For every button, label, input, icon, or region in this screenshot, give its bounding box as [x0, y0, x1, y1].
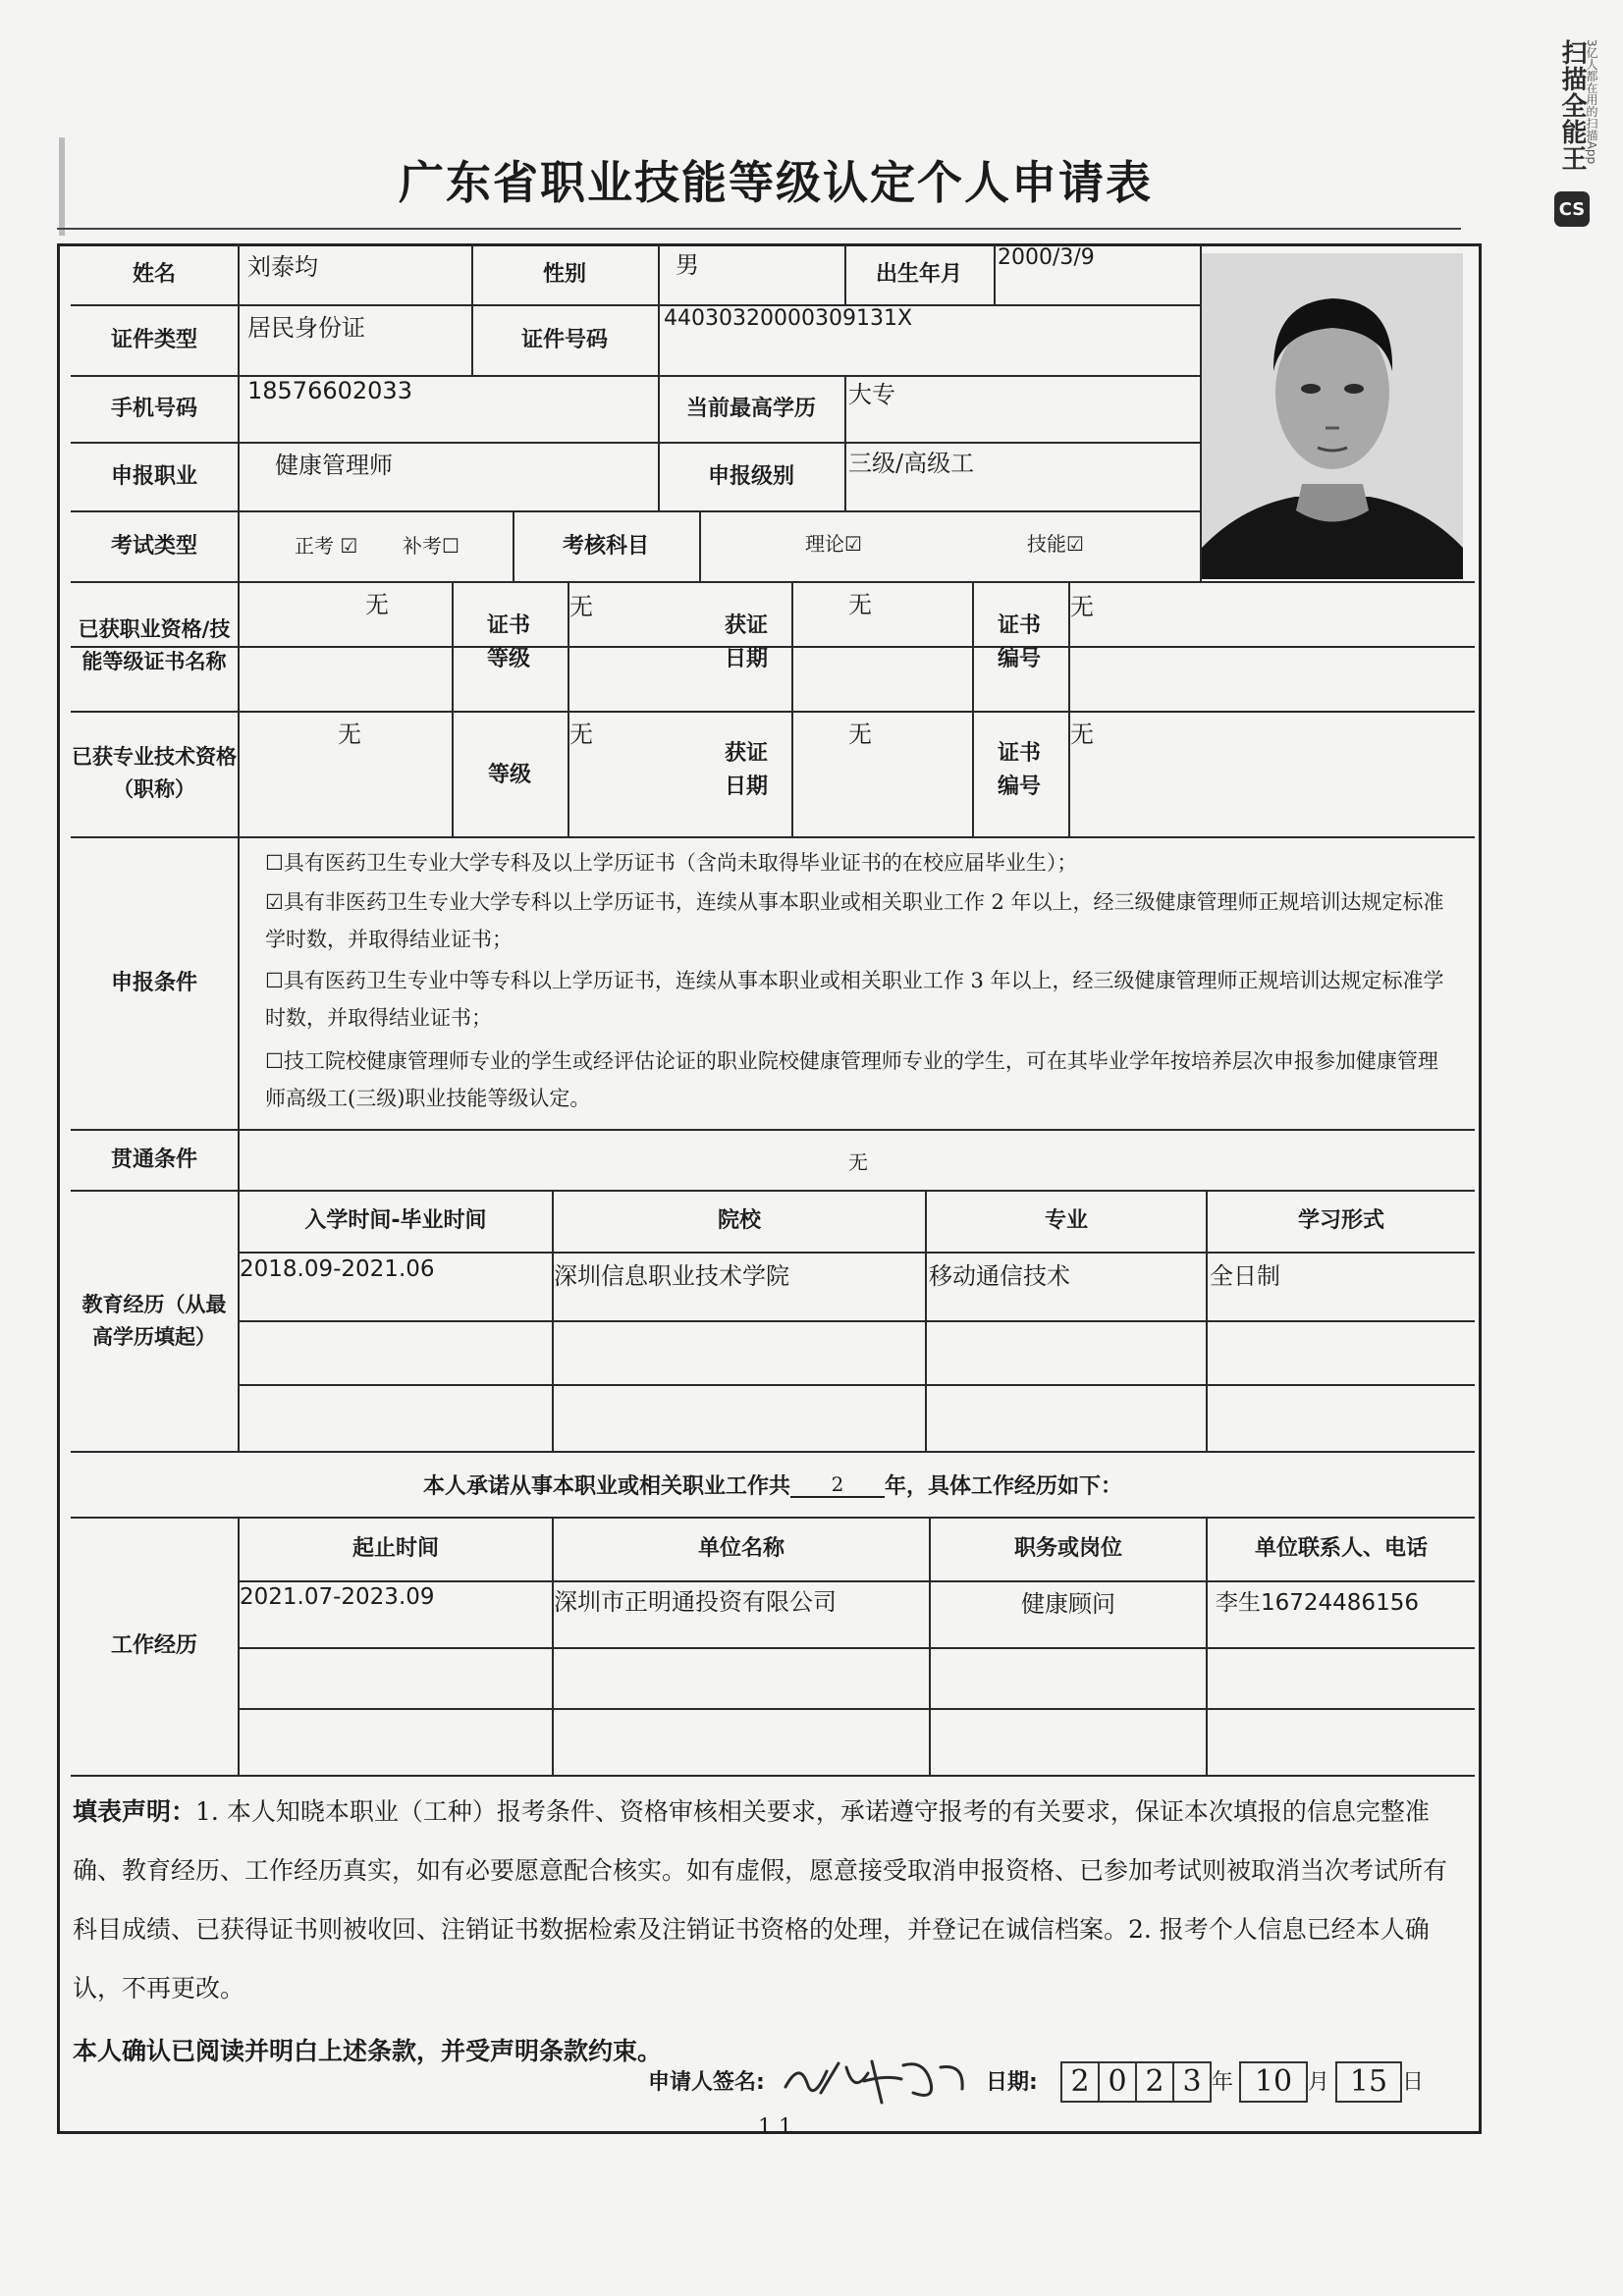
label-cert-level: 证书等级	[486, 613, 530, 671]
edu-header-school: 院校	[717, 1207, 761, 1233]
label-issue-date: 获证日期	[724, 613, 768, 671]
label-cert-name: 已获职业资格/技能等级证书名称	[78, 617, 231, 673]
subject-skill-checkbox[interactable]: 技能☑	[1027, 532, 1084, 556]
value-id-type: 居民身份证	[247, 314, 365, 342]
value-occupation: 健康管理师	[275, 452, 393, 479]
label-tech-date: 获证日期	[724, 740, 768, 799]
label-exam-subject: 考核科目	[562, 533, 649, 559]
scanner-watermark	[1546, 29, 1605, 236]
label-occupation: 申报职业	[110, 463, 197, 489]
label-conditions: 申报条件	[110, 970, 197, 995]
condition-item-1[interactable]: ☐具有医药卫生专业大学专科及以上学历证书（含尚未取得毕业证书的在校应届毕业生）；	[265, 851, 1078, 875]
declaration-confirm: 本人确认已阅读并明白上述条款，并受声明条款约束。	[73, 2037, 663, 2065]
value-cert-level: 无	[569, 593, 593, 620]
label-name: 姓名	[132, 261, 176, 287]
value-tech-no: 无	[1070, 721, 1094, 748]
label-grade: 等级	[487, 762, 531, 787]
commit-prefix: 本人承诺从事本职业或相关职业工作共	[422, 1474, 790, 1499]
page-number: 1 1	[758, 2115, 792, 2140]
date-year-digit-1: 2	[1060, 2061, 1100, 2103]
label-education: 当前最高学历	[685, 396, 816, 421]
commit-years: 2	[790, 1472, 885, 1498]
value-id-number: 44030320000309131X	[664, 306, 913, 331]
date-day-char: 日	[1402, 2070, 1425, 2095]
value-through: 无	[848, 1150, 868, 1174]
date-label: 日期:	[986, 2070, 1038, 2095]
declaration-label: 填表声明：	[73, 1797, 196, 1826]
date-year-char: 年	[1212, 2070, 1234, 2095]
value-cert-no: 无	[1070, 593, 1094, 620]
label-id-type: 证件类型	[110, 327, 197, 352]
value-tech-date: 无	[848, 721, 872, 748]
work-header-period: 起止时间	[352, 1536, 439, 1562]
work-row-position: 健康顾问	[1021, 1590, 1115, 1618]
edu-row-period: 2018.09-2021.06	[240, 1256, 435, 1282]
signature-label: 申请人签名:	[648, 2070, 765, 2095]
label-tech-no: 证书编号	[997, 740, 1041, 799]
value-cert-date: 无	[848, 591, 872, 618]
label-cert-no: 证书编号	[997, 613, 1041, 671]
label-phone: 手机号码	[110, 396, 197, 421]
signature-image	[778, 2044, 974, 2112]
commit-suffix: 年，具体工作经历如下：	[885, 1474, 1123, 1499]
condition-item-2[interactable]: ☑具有非医药卫生专业大学专科以上学历证书，连续从事本职业或相关职业工作 2 年以上，经三级健康管理师正规培训达规定标准学时数，并取得结业证书；	[265, 890, 1444, 951]
edu-row-mode: 全日制	[1210, 1262, 1280, 1290]
work-header-company: 单位名称	[697, 1536, 784, 1562]
exam-makeup-checkbox[interactable]: 补考☐	[403, 534, 460, 558]
work-header-contact: 单位联系人、电话	[1254, 1536, 1428, 1562]
value-phone: 18576602033	[247, 377, 412, 404]
work-row-company: 深圳市正明通投资有限公司	[554, 1588, 837, 1616]
label-edu-history: 教育经历（从最高学历填起）	[81, 1293, 227, 1349]
date-month: 10	[1239, 2061, 1308, 2103]
label-through: 贯通条件	[110, 1147, 197, 1172]
label-tech-title: 已获专业技术资格（职称）	[72, 745, 237, 801]
declaration-text: 1. 本人知晓本职业（工种）报考条件、资格审核相关要求，承诺遵守报考的有关要求，保证本次填报的信息完整准确、教育经历、工作经历真实，如有必要愿意配合核实。如有虚假，愿意接受取消申报资格、已参加考试则被取消当次考试所有科目成绩、已获得证书则被收回、注销证书数据检索及注销证书资格的处理，并登记在诚信档案。2. 报考个人信息已经本人确认，不再更改。	[73, 1797, 1448, 2002]
label-id-number: 证件号码	[520, 327, 608, 352]
value-tech-name: 无	[338, 721, 361, 748]
label-work-history: 工作经历	[110, 1633, 197, 1659]
watermark-tagline: 3亿人都在用的扫描App	[1585, 39, 1598, 165]
date-year-digit-3: 2	[1135, 2061, 1174, 2103]
cs-logo-icon: CS	[1554, 191, 1590, 227]
edu-header-period: 入学时间-毕业时间	[304, 1207, 487, 1233]
value-level: 三级/高级工	[848, 450, 975, 477]
value-name: 刘泰均	[247, 253, 318, 281]
value-gender: 男	[676, 251, 699, 279]
edu-row-school: 深圳信息职业技术学院	[554, 1262, 789, 1290]
subject-theory-checkbox[interactable]: 理论☑	[805, 532, 862, 556]
form-title: 广东省职业技能等级认定个人申请表	[399, 156, 1153, 209]
edu-row-major: 移动通信技术	[929, 1262, 1070, 1290]
exam-regular-checkbox[interactable]: 正考 ☑	[295, 534, 358, 558]
label-exam-type: 考试类型	[110, 533, 197, 559]
value-birth: 2000/3/9	[998, 245, 1095, 270]
label-level: 申报级别	[707, 463, 794, 489]
date-year-digit-4: 3	[1172, 2061, 1212, 2103]
value-cert-name: 无	[365, 591, 389, 618]
edu-header-mode: 学习形式	[1297, 1207, 1384, 1233]
edu-header-major: 专业	[1044, 1207, 1088, 1233]
value-tech-level: 无	[569, 721, 593, 748]
work-header-position: 职务或岗位	[1013, 1536, 1122, 1562]
date-day: 15	[1335, 2061, 1402, 2103]
work-row-contact: 李生16724486156	[1216, 1590, 1419, 1616]
value-education: 大专	[848, 381, 895, 408]
watermark-name: 扫描全能王	[1557, 39, 1587, 172]
title-rule	[57, 228, 1461, 230]
label-birth: 出生年月	[875, 261, 962, 287]
condition-item-4[interactable]: ☐技工院校健康管理师专业的学生或经评估论证的职业院校健康管理师专业的学生，可在其毕业学年按培养层次申报参加健康管理师高级工(三级)职业技能等级认定。	[265, 1049, 1438, 1110]
label-gender: 性别	[542, 261, 586, 287]
condition-item-3[interactable]: ☐具有医药卫生专业中等专科以上学历证书，连续从事本职业或相关职业工作 3 年以上，经三级健康管理师正规培训达规定标准学时数，并取得结业证书；	[265, 969, 1444, 1030]
work-commitment	[71, 1453, 1475, 1517]
applicant-photo	[1202, 253, 1463, 579]
date-month-char: 月	[1308, 2070, 1330, 2095]
declaration	[73, 1783, 1457, 2018]
work-row-period: 2021.07-2023.09	[240, 1584, 435, 1610]
date-year-digit-2: 0	[1098, 2061, 1137, 2103]
